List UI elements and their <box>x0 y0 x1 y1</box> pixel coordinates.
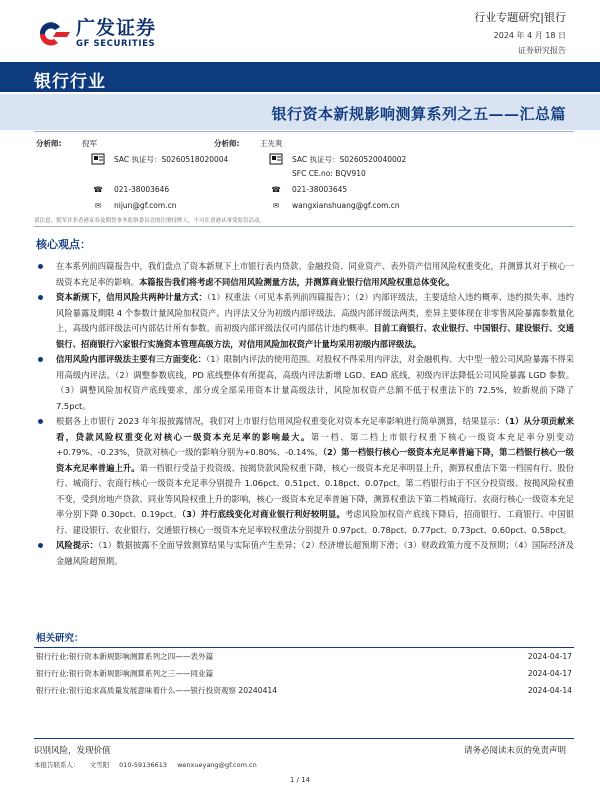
analyst-email[interactable]: wangxianshuang@gf.com.cn <box>292 200 400 210</box>
phone-icon: ☎ <box>93 184 103 194</box>
report-date: 2024 年 4 月 18 日 <box>493 31 566 40</box>
analyst-label: 分析师: <box>36 138 62 148</box>
gf-logo-icon <box>36 19 72 49</box>
logo-cn: 广发证券 <box>76 17 157 39</box>
related-title: 银行行业:银行资本新规影响测算系列之三——同业篇 <box>36 669 214 678</box>
footer-slogan: 识别风险，发现价值 <box>34 746 111 756</box>
core-views-heading: 核心观点： <box>36 238 91 251</box>
report-header <box>0 0 600 60</box>
gf-logo <box>36 18 156 49</box>
bullet-paragraph: 风险提示：（1）数据披露不全面导致测算结果与实际值产生差异；（2）经济增长超预期下滑；（3）财政政策力度不及预期；（4）国际经济及金融风险超预期。 <box>36 538 574 569</box>
phone-icon: ☎ <box>271 184 281 194</box>
bullet-paragraph: 信用风险内部评级法主要有三方面变化：（1）限制内评法的使用范围。对股权不得采用内评法，对金融机构、大中型一般公司风险暴露不得采用高级内评法。（2）调整参数底线，PD 底线整体有所提高，高级内评法新增 LGD、EAD 底线，初级内评法降低公司风险暴露 LGD 参数。（3）调整风险加权资产底线要求，部分或全部采用资本计量高级法计，风险加权资产总额不低于权重法下的 72.5%，较新规前下降了 7.5pct。 <box>36 352 574 414</box>
footer-disclaimer-note: 请务必阅读末页的免责声明 <box>463 746 566 756</box>
bullet-paragraph: 在本系列前四篇报告中，我们盘点了资本新规下上市银行表内贷款、金融投资、同业资产、表外资产信用风险权重变化，并测算其对于核心一级资本充足率的影响。本篇报告我们将考虑不同信用风险测量方法，并测算商业银行信用风险权重总体变化。 <box>36 259 574 290</box>
industry-bar <box>0 62 600 92</box>
list-item[interactable] <box>34 665 574 682</box>
divider <box>34 738 574 739</box>
analyst-disclaimer: 请注意，倪军并非香港证券及期货事务监察委员会的注册持牌人，不可在香港从事受监管活动。 <box>34 218 266 224</box>
report-title: 银行资本新规影响测算系列之五——汇总篇 <box>271 105 566 123</box>
bullet-paragraph: 资本新规下，信用风险共两种计量方式：（1）权重法（可见本系列前四篇报告）；（2）内部评级法，主要适给入违约概率、违约损失率、违约风险暴露及期限 4 个参数计量风险加权资产。内评法又分为初级内部评级法、高级内部评级法两类，差异主要体现在非零售风险暴露参数量化上，高级内部评级法可内部估计所有参数。而初级内部评级法仅可内部估计违约概率。目前工商银行、农业银行、中国银行、建设银行、交通银行、招商银行六家银行实施资本管理高级方法，对信用风险加权资产计量均采用初级内部评级法。 <box>36 290 574 352</box>
related-date: 2024-04-17 <box>527 669 572 678</box>
list-item[interactable] <box>34 682 574 699</box>
analyst-sac: SAC 执证号：S0260518020004 <box>114 154 229 164</box>
footer-contact <box>34 760 265 769</box>
contact-name: 文雪阳 <box>89 761 110 769</box>
analyst-name: 王先爽 <box>260 138 283 148</box>
contact-phone: 010-59136613 <box>119 761 167 769</box>
analyst-sfc: SFC CE.no: BQV910 <box>292 168 366 178</box>
industry-name: 银行行业 <box>34 72 106 92</box>
core-views-body <box>36 259 574 569</box>
analyst-phone: 021-38003646 <box>114 184 170 194</box>
divider <box>34 226 574 227</box>
divider <box>34 131 574 132</box>
report-subtype: 证券研究报告 <box>518 46 566 55</box>
related-title: 银行行业:银行追求高质量发展意味着什么——银行投资观察 20240414 <box>36 686 278 695</box>
contact-email[interactable]: wenxueyang@gf.com.cn <box>177 761 257 769</box>
list-item[interactable] <box>34 648 574 665</box>
analyst-phone: 021-38003645 <box>292 184 348 194</box>
email-icon: ✉ <box>94 200 102 210</box>
id-card-icon <box>82 153 114 165</box>
title-band <box>0 94 600 130</box>
bullet-paragraph: 根据各上市银行 2023 年年报披露情况，我们对上市银行信用风险权重变化对资本充足率影响进行简单测算，结果显示：（1）从分项贡献来看，贷款风险权重变化对核心一级资本充足率的影响最大。第一档、第二档上市银行权重下核心一级资本充足率分别变动+0.79%、-0.23%，贷款对核心一级的影响分别为+0.80%、-0.14%。（2）第一档银行核心一级资本充足率普遍下降，第二档银行核心一级资本充足率普遍上升。第一档银行受益于投资级、按揭贷款风险权重下降，核心一级资本充足率明显上升，测算权重法下第一档国有行、股份行、城商行、农商行核心一级资本充足率分别提升 1.06pct、0.51pct、0.18pct、0.07pct。第二档银行由于不区分投资级、按揭风险权重不变，受到房地产贷款、同业等风险权重上升的影响，核心一级资本充足率普遍下降，测算权重法下第二档城商行、农商行核心一级资本充足率分别下降 0.30pct、0.19pct。（3）并行底线变化对商业银行利好较明显。考虑风险加权资产底线下降后，招商银行、工商银行、中国银行、建设银行、农业银行、交通银行核心一级资本充足率较权重法分别提升 0.97pct、0.78pct、0.77pct、0.73pct、0.60pct、0.58pct。 <box>36 414 574 538</box>
analyst-name: 倪军 <box>82 138 97 148</box>
related-title: 银行行业:银行资本新规影响测算系列之四——表外篇 <box>36 652 214 661</box>
analyst-2 <box>214 136 464 212</box>
analyst-sac: SAC 执证号：S0260520040002 <box>292 154 407 164</box>
page-number: 1 / 14 <box>289 776 311 784</box>
contact-label: 本报告联系人： <box>34 761 80 769</box>
analyst-label: 分析师: <box>214 138 240 148</box>
related-research <box>34 630 574 699</box>
logo-en: GF SECURITIES <box>76 39 156 49</box>
related-date: 2024-04-17 <box>527 652 572 661</box>
related-heading: 相关研究： <box>36 633 84 644</box>
report-type: 行业专题研究|银行 <box>474 11 566 24</box>
related-date: 2024-04-14 <box>527 686 572 695</box>
id-card-icon <box>260 153 292 165</box>
analyst-email[interactable]: nijun@gf.com.cn <box>114 200 177 210</box>
email-icon: ✉ <box>272 200 280 210</box>
